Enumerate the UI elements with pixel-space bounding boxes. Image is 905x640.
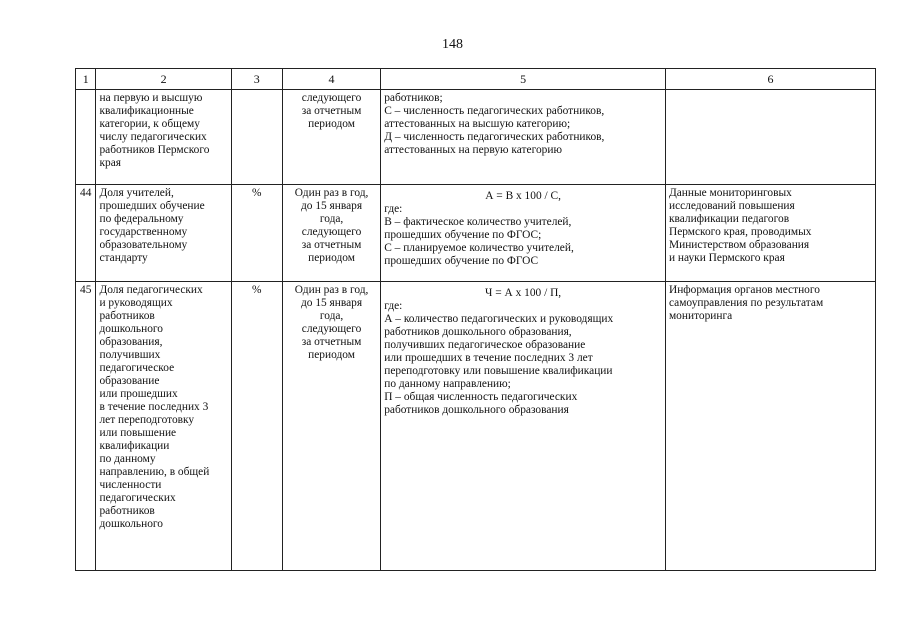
table-row bbox=[76, 185, 876, 282]
column-header: 5 bbox=[381, 69, 666, 90]
period: Один раз в год, до 15 января года, следующего за отчетным периодом bbox=[282, 282, 380, 571]
data-source: Данные мониторинговых исследований повышения квалификации педагогов Пермского края, проводимых Министерством образования и науки Пермского края bbox=[665, 185, 875, 282]
row-number: 44 bbox=[76, 185, 96, 282]
indicator-name: на первую и высшую квалификационные категории, к общему числу педагогических работников Пермского края bbox=[96, 90, 231, 185]
column-header: 6 bbox=[665, 69, 875, 90]
unit: % bbox=[231, 282, 282, 571]
method-cell bbox=[381, 90, 666, 185]
row-number bbox=[76, 90, 96, 185]
column-header: 2 bbox=[96, 69, 231, 90]
indicator-name: Доля педагогических и руководящих работников дошкольного образования, получивших педагогическое образование или прошедших в течение последних 3 лет переподготовку или повышение квалификации по данному направлению, в общей численности педагогических работников дошкольного bbox=[96, 282, 231, 571]
method-text: где: В – фактическое количество учителей, прошедших обучение по ФГОС; С – планируемое количество учителей, прошедших обучение по ФГОС bbox=[384, 203, 574, 267]
table-row bbox=[76, 90, 876, 185]
column-header: 1 bbox=[76, 69, 96, 90]
data-source: Информация органов местного самоуправления по результатам мониторинга bbox=[665, 282, 875, 571]
table-header-row bbox=[76, 69, 876, 90]
table-row bbox=[76, 282, 876, 571]
period: Один раз в год, до 15 января года, следующего за отчетным периодом bbox=[282, 185, 380, 282]
row-number: 45 bbox=[76, 282, 96, 571]
indicator-name: Доля учителей, прошедших обучение по федеральному государственному образовательному стандарту bbox=[96, 185, 231, 282]
data-source bbox=[665, 90, 875, 185]
method-text: работников; С – численность педагогических работников, аттестованных на высшую категорию; Д – численность педагогических работников, аттестованных на первую категорию bbox=[384, 92, 605, 156]
page-number: 148 bbox=[442, 37, 463, 52]
formula: Ч = А х 100 / П, bbox=[485, 287, 562, 299]
formula: А = В х 100 / С, bbox=[485, 190, 561, 202]
unit bbox=[231, 90, 282, 185]
unit: % bbox=[231, 185, 282, 282]
method-text: где: А – количество педагогических и руководящих работников дошкольного образования, получивших педагогическое образование или прошедших в течение последних 3 лет переподготовку или повышение квалификации по данному направлению; П – общая численность педагогических работников дошкольного образования bbox=[384, 300, 614, 416]
column-header: 3 bbox=[231, 69, 282, 90]
column-header: 4 bbox=[282, 69, 380, 90]
period: следующего за отчетным периодом bbox=[282, 90, 380, 185]
method-cell bbox=[381, 185, 666, 282]
indicator-table bbox=[75, 68, 876, 571]
method-cell bbox=[381, 282, 666, 571]
